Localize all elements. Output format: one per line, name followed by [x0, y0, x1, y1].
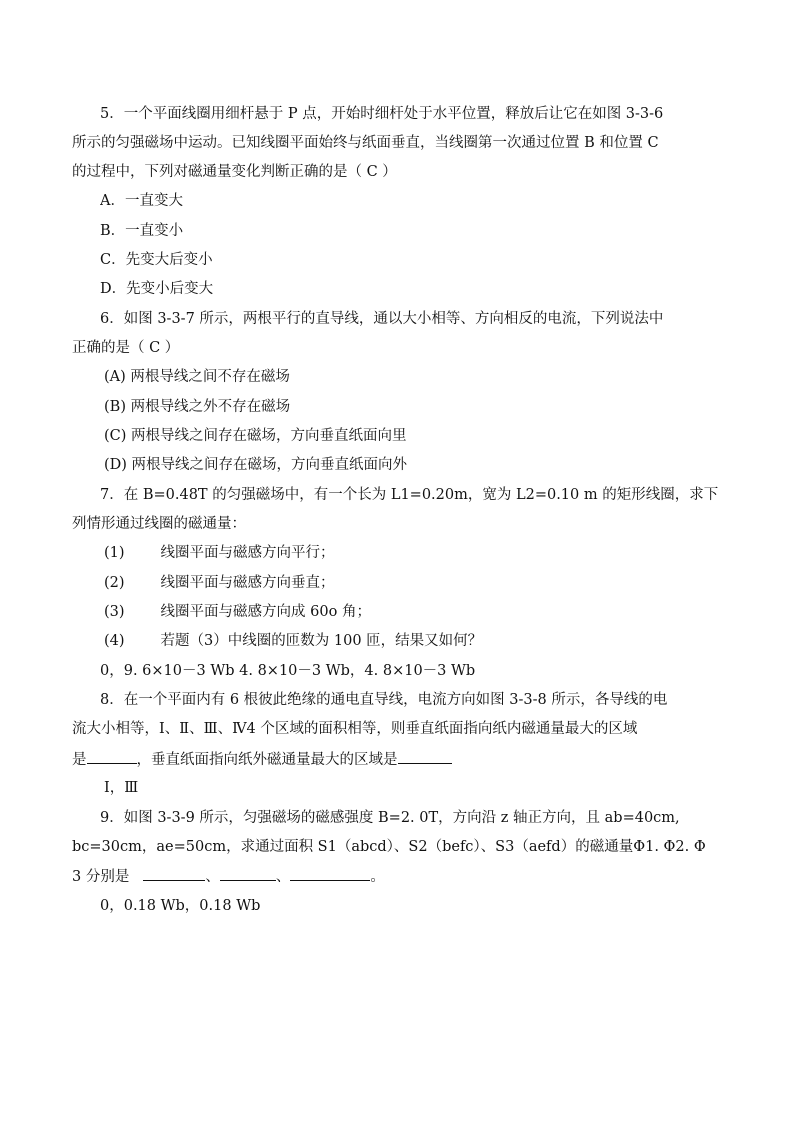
- q7-answer: 0，9. 6×10－3 Wb 4. 8×10－3 Wb，4. 8×10－3 Wb: [100, 663, 476, 679]
- q8-line-2: 流大小相等，Ⅰ、Ⅱ、Ⅲ、Ⅳ4 个区域的面积相等，则垂直纸面指向纸内磁通量最大的区域: [72, 721, 638, 737]
- q6-option-c: (C) 两根导线之间存在磁场，方向垂直纸面向里: [104, 428, 407, 444]
- q5-option-b: B．一直变小: [100, 223, 184, 239]
- q9-end: 。: [370, 869, 385, 885]
- q7-item-2: [104, 573, 759, 593]
- q7-item-2-text: 线圈平面与磁感方向垂直；: [160, 575, 335, 591]
- q6-line-2: 正确的是（ C ）: [72, 340, 180, 356]
- q6-option-a: (A) 两根导线之间不存在磁场: [104, 369, 290, 385]
- q9-blank-2[interactable]: [220, 866, 276, 881]
- q5-option-a: A．一直变大: [100, 193, 183, 209]
- q7-item-2-num: (2): [104, 575, 125, 591]
- q6-option-b: (B) 两根导线之外不存在磁场: [104, 399, 291, 415]
- q6-option-d: (D) 两根导线之间存在磁场，方向垂直纸面向外: [104, 457, 408, 473]
- q8-answer: Ⅰ，Ⅲ: [104, 780, 139, 796]
- q7-item-1: [104, 543, 759, 563]
- q7-item-4-num: (4): [104, 633, 125, 649]
- q9-blank-3[interactable]: [290, 866, 370, 881]
- q7-item-3-text: 线圈平面与磁感方向成 60o 角；: [160, 604, 371, 620]
- q9-line-1: 9．如图 3-3-9 所示，匀强磁场的磁感强度 B=2. 0T，方向沿 z 轴正方向，且 ab=40cm,: [100, 810, 680, 826]
- q9-line-3-start: 3 分别是: [72, 869, 130, 885]
- q8-blank-1[interactable]: [87, 749, 137, 764]
- q5-option-c: C．先变大后变小: [100, 252, 213, 268]
- q7-item-1-num: (1): [104, 545, 125, 561]
- q5-line-2: 所示的匀强磁场中运动。已知线圈平面始终与纸面垂直，当线圈第一次通过位置 B 和位置 C: [72, 135, 659, 151]
- q7-line-1: 7．在 B=0.48T 的匀强磁场中，有一个长为 L1=0.20m，宽为 L2=0.10 m 的矩形线圈，求下: [100, 487, 719, 503]
- q8-blank-2[interactable]: [398, 749, 452, 764]
- q7-item-3-num: (3): [104, 604, 125, 620]
- q7-item-4: [104, 631, 759, 651]
- q7-item-1-text: 线圈平面与磁感方向平行；: [160, 545, 335, 561]
- q9-answer: 0，0.18 Wb，0.18 Wb: [100, 898, 261, 914]
- q9-sep-2: 、: [275, 869, 291, 885]
- q9-line-3: [72, 866, 727, 887]
- q7-item-4-text: 若题（3）中线圈的匝数为 100 匝，结果又如何？: [160, 633, 483, 649]
- q7-item-3: [104, 602, 759, 622]
- q5-line-1: 5．一个平面线圈用细杆悬于 P 点，开始时细杆处于水平位置，释放后让它在如图 3-3-6: [100, 106, 664, 122]
- q9-sep-1: 、: [205, 869, 220, 885]
- q8-line-3-start: 是: [72, 752, 87, 768]
- q9-line-2: bc=30cm，ae=50cm，求通过面积 S1（abcd）、S2（befc）、S3（aefd）的磁通量Φ1. Φ2. Φ: [72, 839, 706, 855]
- q8-line-1: 8．在一个平面内有 6 根彼此绝缘的通电直导线，电流方向如图 3-3-8 所示，各导线的电: [100, 692, 668, 708]
- q8-line-3-mid: ，垂直纸面指向纸外磁通量最大的区域是: [136, 752, 398, 768]
- q5-line-3: 的过程中，下列对磁通量变化判断正确的是（ C ）: [72, 164, 397, 180]
- q6-line-1: 6．如图 3-3-7 所示，两根平行的直导线，通以大小相等、方向相反的电流，下列说法中: [100, 311, 664, 327]
- q9-blank-1[interactable]: [143, 866, 205, 881]
- q7-line-2: 列情形通过线圈的磁通量：: [72, 516, 246, 532]
- q5-option-d: D．先变小后变大: [100, 281, 214, 297]
- q8-line-3: [72, 749, 727, 770]
